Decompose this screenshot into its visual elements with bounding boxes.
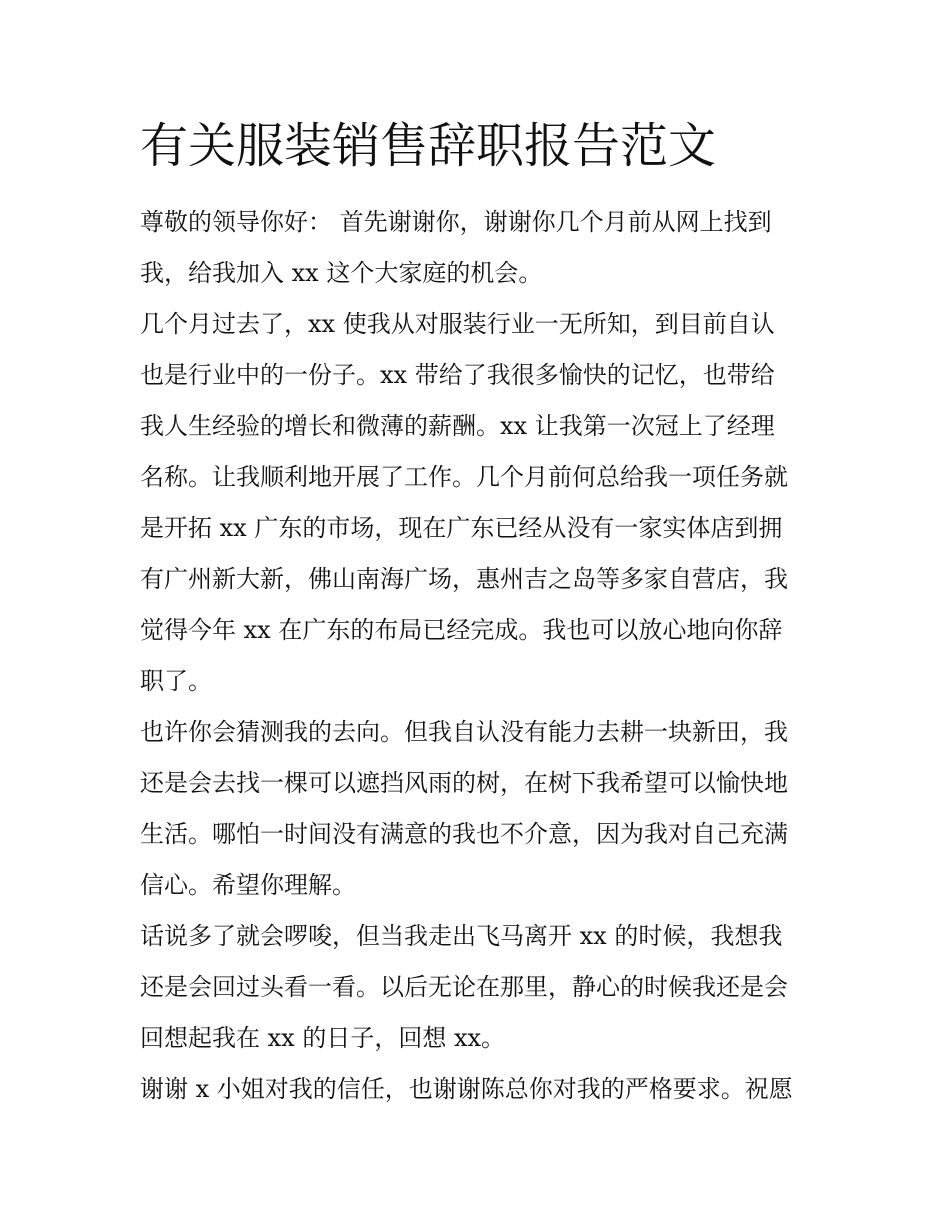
text-line: 还是会回过头看一看。以后无论在那里，静心的时候我还是会 [140,973,788,1001]
text-line: 我，给我加入 xx 这个大家庭的机会。 [140,259,543,287]
text-line: 谢谢 x 小姐对我的信任，也谢谢陈总你对我的严格要求。祝愿 [140,1075,793,1103]
text-line: 是开拓 xx 广东的市场，现在广东已经从没有一家实体店到拥 [140,514,783,542]
text-line: 职了。 [140,667,212,695]
text-line: 话说多了就会啰唆，但当我走出飞马离开 xx 的时候，我想我 [140,922,783,950]
text-line: 几个月过去了，xx 使我从对服装行业一无所知，到目前自认 [140,310,775,338]
text-line: 还是会去找一棵可以遮挡风雨的树，在树下我希望可以愉快地 [140,769,788,797]
page-title: 有关服装销售辞职报告范文 [140,118,717,174]
text-line: 名称。让我顺利地开展了工作。几个月前何总给我一项任务就 [140,463,788,491]
text-line: 生活。哪怕一时间没有满意的我也不介意，因为我对自己充满 [140,820,788,848]
text-line: 信心。希望你理解。 [140,871,356,899]
text-line: 也是行业中的一份子。xx 带给了我很多愉快的记忆，也带给 [140,361,775,389]
text-line: 觉得今年 xx 在广东的布局已经完成。我也可以放心地向你辞 [140,616,783,644]
text-line: 尊敬的领导你好： 首先谢谢你，谢谢你几个月前从网上找到 [140,208,772,236]
text-line: 也许你会猜测我的去向。但我自认没有能力去耕一块新田，我 [140,718,788,746]
text-line: 我人生经验的增长和微薄的薪酬。xx 让我第一次冠上了经理 [140,412,775,440]
text-line: 回想起我在 xx 的日子，回想 xx。 [140,1024,506,1052]
text-line: 有广州新大新，佛山南海广场，惠州吉之岛等多家自营店，我 [140,565,788,593]
